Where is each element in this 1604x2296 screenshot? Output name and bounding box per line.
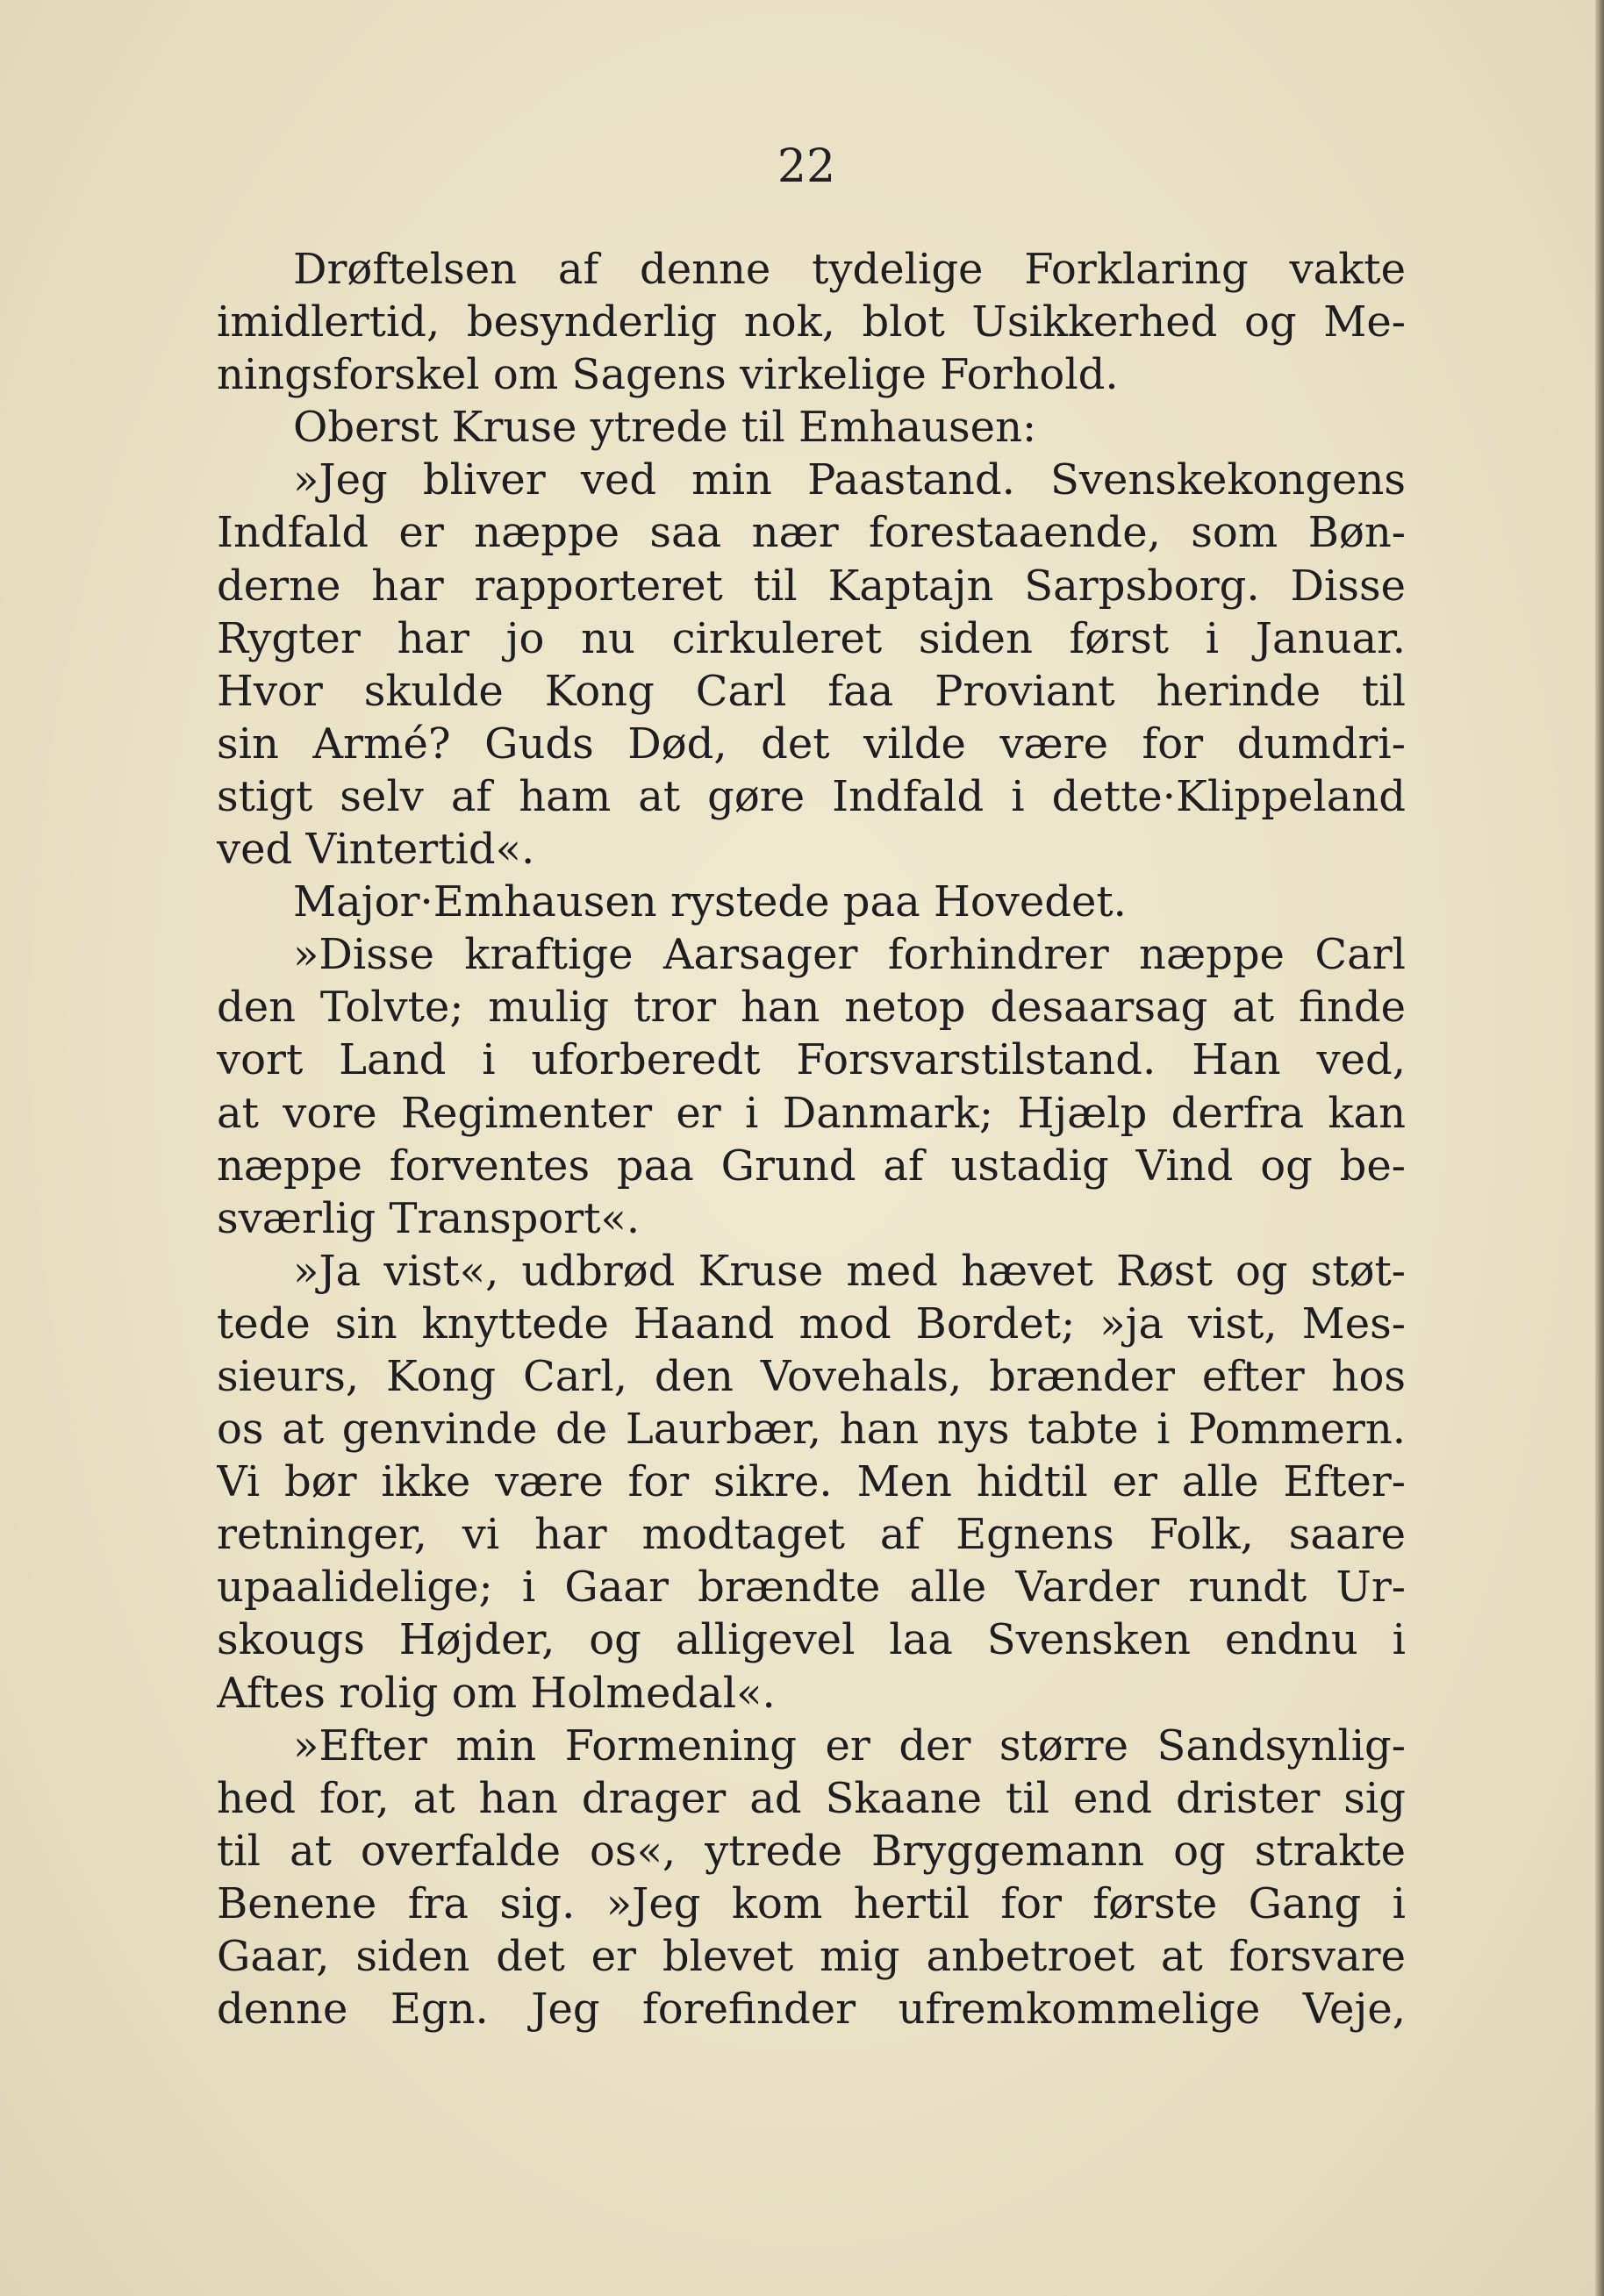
text-line: imidlertid, besynderlig nok, blot Usikkerhed og Me- [217,297,1406,347]
text-line: Gaar, siden det er blevet mig anbetroet at forsvare [217,1932,1406,1981]
text-line: vort Land i uforberedt Forsvarstilstand. Han ved, [217,1035,1406,1085]
page-edge [1595,0,1604,2296]
text-line: upaalidelige; i Gaar brændte alle Varder rundt Ur- [217,1563,1406,1613]
text-line: Aftes rolig om Holmedal«. [217,1668,776,1718]
text-line: Oberst Kruse ytrede til Emhausen: [293,403,1037,453]
text-line: stigt selv af ham at gøre Indfald i dette·Klippeland [217,771,1406,821]
text-line: ningsforskel om Sagens virkelige Forhold. [217,350,1119,400]
text-line: sin Armé? Guds Død, det vilde være for dumdri- [217,719,1406,769]
text-line: tede sin knyttede Haand mod Bordet; »ja vist, Mes- [217,1298,1406,1348]
text-line: at vore Regimenter er i Danmark; Hjælp derfra kan [217,1088,1406,1138]
text-line: hed for, at han drager ad Skaane til end drister sig [217,1773,1406,1823]
text-line: denne Egn. Jeg forefinder ufremkommelige Veje, [217,1985,1406,2035]
text-line: retninger, vi har modtaget af Egnens Folk, saare [217,1510,1406,1560]
text-line: »Efter min Formening er der større Sandsynlig- [293,1720,1406,1770]
text-line: til at overfalde os«, ytrede Bryggemann og strakte [217,1826,1406,1876]
text-line: Drøftelsen af denne tydelige Forklaring vakte [293,245,1406,294]
text-line: derne har rapporteret til Kaptajn Sarpsborg. Disse [217,561,1406,611]
text-line: Major·Emhausen rystede paa Hovedet. [293,877,1127,927]
text-line: næppe forventes paa Grund af ustadig Vind og be- [217,1141,1406,1191]
text-line: den Tolvte; mulig tror han netop desaarsag at finde [217,983,1406,1033]
page-number: 22 [777,140,836,193]
text-line: »Jeg bliver ved min Paastand. Svenskekongens [293,455,1406,505]
text-line: os at genvinde de Laurbær, han nys tabte i Pommern. [217,1405,1406,1455]
text-line: Benene fra sig. »Jeg kom hertil for første Gang i [217,1878,1406,1928]
text-line: sieurs, Kong Carl, den Vovehals, brænder efter hos [217,1351,1406,1401]
text-line: »Disse kraftige Aarsager forhindrer næppe Carl [293,930,1406,980]
text-line: Rygter har jo nu cirkuleret siden først i Januar. [217,613,1406,663]
text-line: »Ja vist«, udbrød Kruse med hævet Røst og støt- [293,1246,1406,1296]
text-line: sværlig Transport«. [217,1193,641,1243]
body-text [217,243,1406,2035]
text-line: skougs Højder, og alligevel laa Svensken endnu i [217,1615,1406,1665]
text-line: Hvor skulde Kong Carl faa Proviant herinde til [217,666,1406,716]
text-line: ved Vintertid«. [217,825,535,875]
text-line: Vi bør ikke være for sikre. Men hidtil er alle Efter- [217,1457,1406,1507]
text-line: Indfald er næppe saa nær forestaaende, som Bøn- [217,508,1406,558]
